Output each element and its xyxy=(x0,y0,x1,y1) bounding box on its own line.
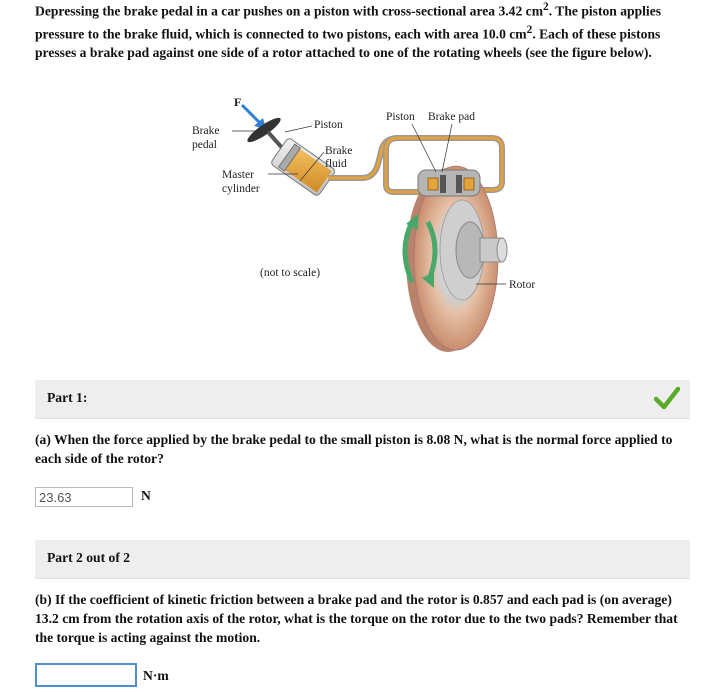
check-icon xyxy=(654,385,680,416)
part-1-header xyxy=(35,380,690,419)
piston-pad-left xyxy=(428,178,438,190)
part-2-header xyxy=(35,540,690,579)
problem-text: Depressing the brake pedal in a car pushes on a piston with cross-sectional area 3.42 cm xyxy=(35,3,544,19)
piston-label-left: Piston xyxy=(314,119,343,131)
force-label: F xyxy=(234,95,242,109)
problem-text: . Each of these pistons presses a brake pad against one side of a rotor attached to one of the rotating wheels (see the figure below). xyxy=(35,26,661,61)
superscript: 2 xyxy=(526,23,533,36)
brake-pedal-label-1: Brake xyxy=(192,125,220,137)
part-2-question: (b) If the coefficient of kinetic friction between a brake pad and the rotor is 0.857 and each pad is (on average) 13.2 cm from the rotation axis of the rotor, what is the torque on the rotor due to the two pads? Remember that the torque is acting against the motion. xyxy=(35,592,678,645)
problem-text: . The piston applies pressure to the brake fluid, which is connected to two pistons, each with area 10.0 cm xyxy=(35,3,662,42)
force-arrow xyxy=(242,105,260,123)
brake-system-figure xyxy=(180,90,560,390)
brake-fluid-label-1: Brake xyxy=(325,145,353,157)
brake-fluid-label-2: fluid xyxy=(325,158,347,170)
part-2-answer-input[interactable] xyxy=(35,663,137,687)
superscript: 2 xyxy=(543,1,549,13)
part-2-title: Part 2 out of 2 xyxy=(47,550,131,565)
master-cylinder-label-2: cylinder xyxy=(222,183,260,195)
part-1-title: Part 1: xyxy=(47,390,88,405)
not-to-scale-label: (not to scale) xyxy=(260,267,321,279)
brake-pad-label: Brake pad xyxy=(428,111,475,123)
piston-pad-right xyxy=(464,178,474,190)
problem-statement xyxy=(35,0,695,62)
brake-diagram xyxy=(180,90,560,390)
brake-pedal-label-2: pedal xyxy=(192,139,217,151)
part-1-question: (a) When the force applied by the brake pedal to the small piston is 8.08 N, what is the normal force applied to each side of the rotor? xyxy=(35,432,673,466)
part-2-unit: N·m xyxy=(143,668,169,683)
master-cylinder-label-1: Master xyxy=(222,169,254,181)
part-1-answer-input[interactable] xyxy=(35,487,133,507)
piston-label-right: Piston xyxy=(386,111,415,123)
part-1-unit: N xyxy=(141,488,151,503)
rotor-label: Rotor xyxy=(509,279,536,291)
